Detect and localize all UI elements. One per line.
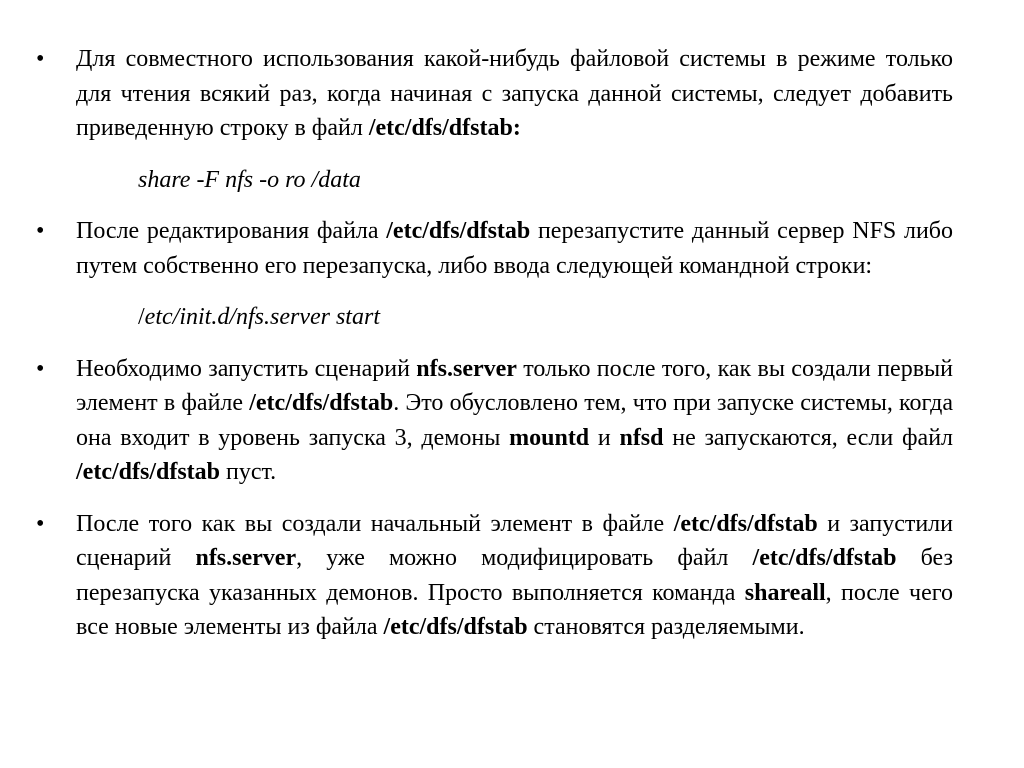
text-run: становятся разделяемыми. <box>527 614 805 640</box>
text-run: и запустили сценарий <box>76 510 953 571</box>
command-text: etc/init.d/nfs.server start <box>144 304 380 330</box>
file-path: /etc/dfs/dfstab <box>76 459 220 485</box>
text-run: , уже можно модифицировать файл <box>296 545 753 571</box>
file-path: /etc/dfs/dfstab <box>752 545 897 571</box>
text-run: Для совместного использования какой-нибудь файловой системы в режиме только для чтения всякий раз, когда начиная с запуска данной системы, следует добавить приведенную строку в файл <box>76 46 953 141</box>
text-run: и <box>589 424 620 451</box>
text-run: После редактирования файла <box>76 218 387 244</box>
command-lead-slash: / <box>138 304 145 330</box>
script-name: nfs.server <box>195 545 297 571</box>
command-line-nfs-start <box>0 300 953 335</box>
file-path: /etc/dfs/dfstab <box>249 390 394 416</box>
text-run: После того как вы создали начальный элемент в файле <box>76 510 674 537</box>
text-run: перезапустите данный сервер NFS либо путем собственно его перезапуска, либо ввода следующей командной строки: <box>76 218 954 279</box>
file-path: /etc/dfs/dfstab: <box>368 115 521 141</box>
text-run: Необходимо запустить сценарий <box>76 355 417 382</box>
daemon-name: mountd <box>509 424 590 451</box>
bullet-marker: • <box>36 46 45 72</box>
command-line-share <box>0 163 953 198</box>
text-run: пуст. <box>220 459 277 485</box>
bullet-marker: • <box>36 218 45 244</box>
text-run: только после того, как вы создали первый элемент в файле <box>76 355 953 416</box>
bullet-item-dfstab-share <box>0 42 953 146</box>
bullet-item-shareall <box>0 507 953 645</box>
file-path: /etc/dfs/dfstab <box>386 218 531 244</box>
file-path: /etc/dfs/dfstab <box>383 614 528 640</box>
text-run: . Это обусловлено тем, что при запуске системы, когда она входит в уровень запуска 3, демоны <box>76 390 953 451</box>
bullet-item-restart-server <box>0 214 953 283</box>
daemon-name: nfsd <box>619 424 664 451</box>
bullet-item-run-script <box>0 352 953 490</box>
script-name: nfs.server <box>416 355 517 382</box>
file-path: /etc/dfs/dfstab <box>673 510 818 537</box>
bullet-marker: • <box>36 355 45 382</box>
text-run: без перезапуска указанных демонов. Просто выполняется команда <box>76 545 953 606</box>
command-text: share -F nfs -o ro /data <box>138 166 361 193</box>
bullet-marker: • <box>36 510 45 537</box>
text-run: не запускаются, если файл <box>663 424 954 451</box>
command-name: shareall <box>744 579 826 606</box>
text-run: , после чего все новые элементы из файла <box>76 579 953 640</box>
